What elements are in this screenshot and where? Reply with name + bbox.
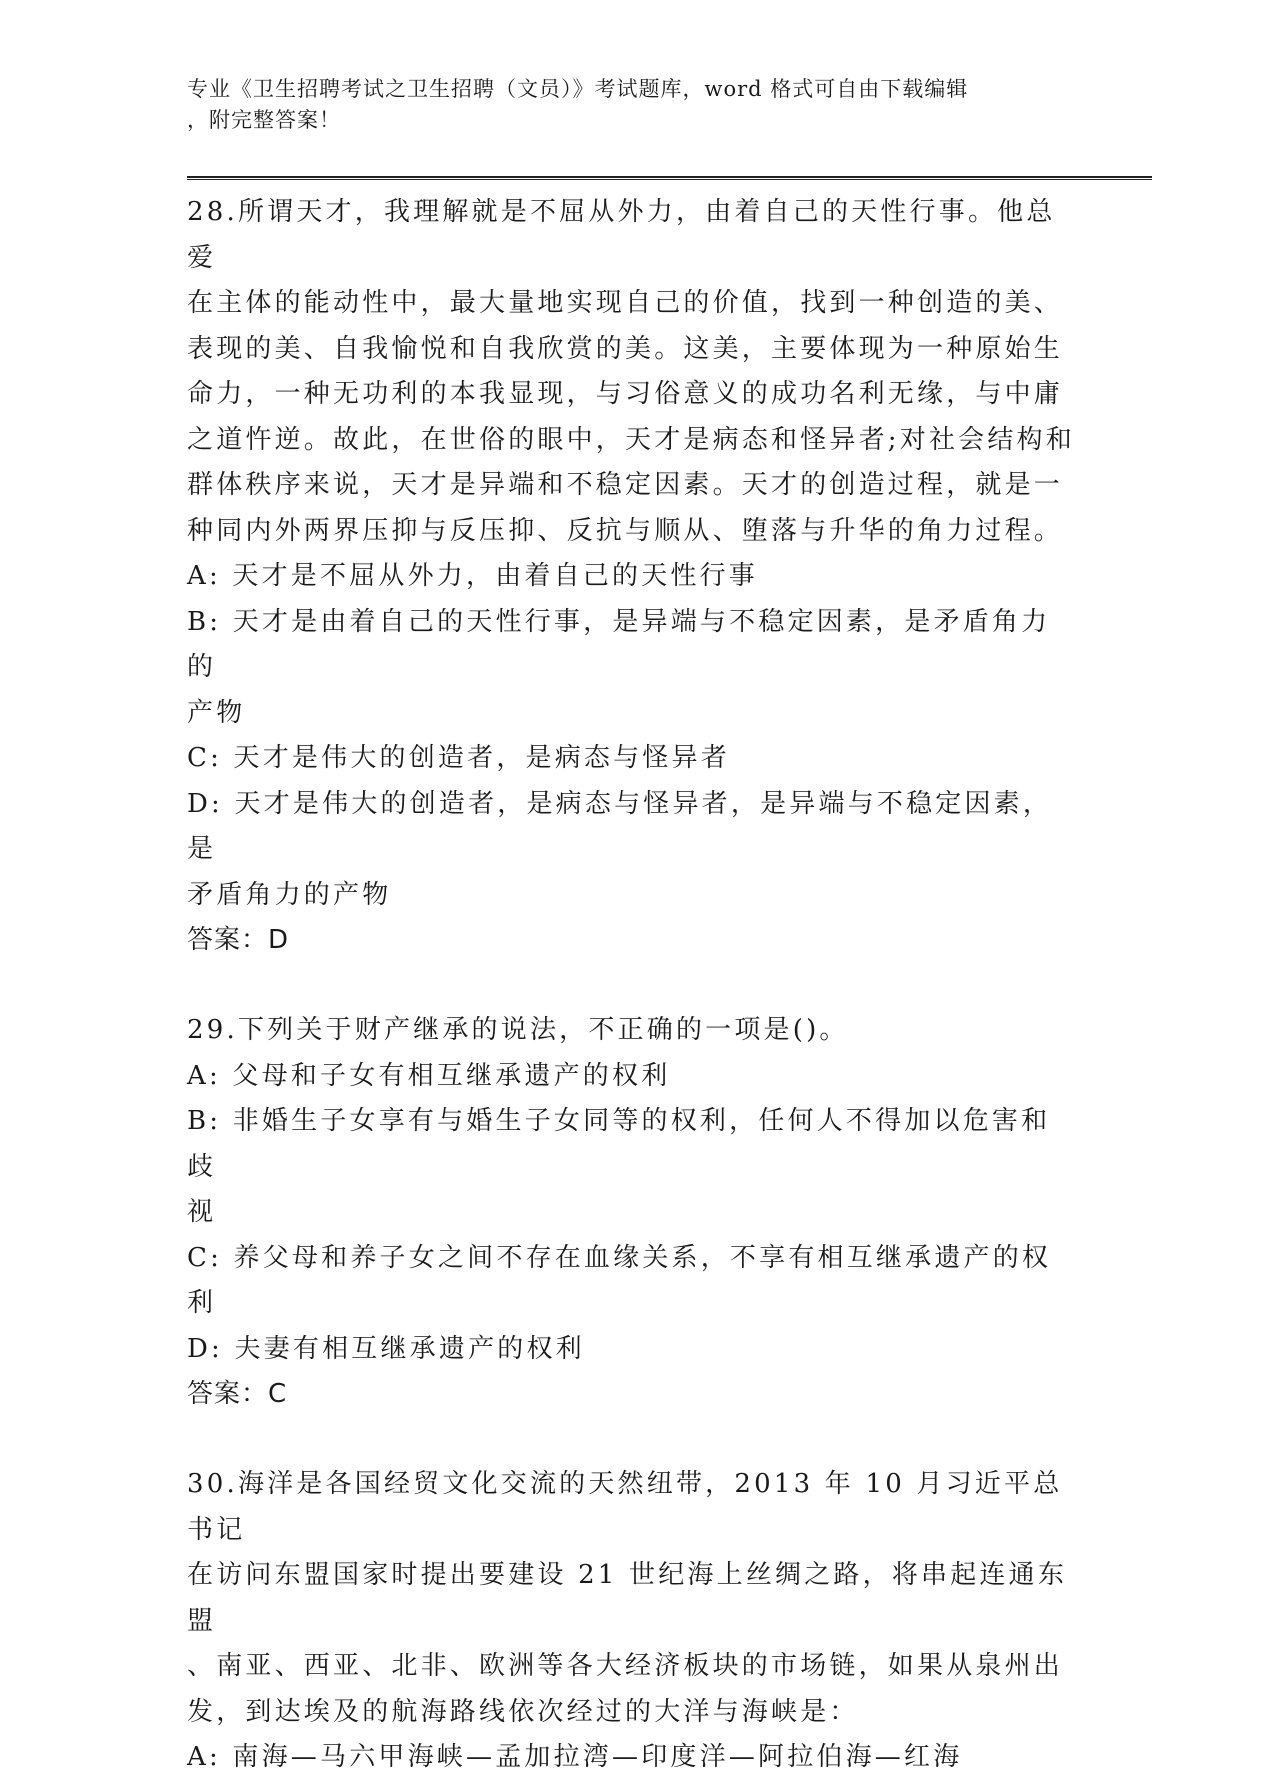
option-text-line: 矛盾角力的产物	[187, 879, 392, 910]
header-line-1: 专业《卫生招聘考试之卫生招聘（文员）》考试题库，word 格式可自由下载编辑	[187, 77, 969, 101]
option-text-line: 产物	[187, 697, 246, 728]
question-text-line: 发，到达埃及的航海路线依次经过的大洋与海峡是：	[187, 1696, 859, 1727]
header-divider	[187, 176, 1152, 180]
question-28	[187, 190, 1077, 963]
option-text-line: B: 非婚生子女享有与婚生子女同等的权利，任何人不得加以危害和歧	[187, 1106, 1051, 1182]
question-list	[187, 190, 1077, 1781]
question-spacer	[187, 963, 1077, 1008]
option-b	[187, 1099, 1077, 1236]
option-a	[187, 1054, 1077, 1100]
option-text-line: A: 父母和子女有相互继承遗产的权利	[187, 1060, 671, 1091]
option-text-line: D: 天才是伟大的创造者，是病态与怪异者，是异端与不稳定因素，是	[187, 788, 1053, 864]
question-30	[187, 1462, 1077, 1781]
option-text-line: D: 夫妻有相互继承遗产的权利	[187, 1333, 585, 1364]
option-c	[187, 1236, 1077, 1327]
option-c	[187, 736, 1077, 782]
option-d	[187, 1327, 1077, 1373]
question-text-line: 28.所谓天才，我理解就是不屈从外力，由着自己的天性行事。他总爱	[187, 197, 1056, 273]
question-spacer	[187, 1417, 1077, 1462]
answer-label: 答案：D	[187, 925, 290, 955]
option-text-line: A: 南海—马六甲海峡—孟加拉湾—印度洋—阿拉伯海—红海	[187, 1742, 963, 1772]
option-a	[187, 1735, 1077, 1781]
question-text-line: 表现的美、自我愉悦和自我欣赏的美。这美，主要体现为一种原始生	[187, 333, 1064, 364]
question-text-line: 群体秩序来说，天才是异端和不稳定因素。天才的创造过程，就是一	[187, 470, 1064, 500]
header-line-2: ，附完整答案！	[187, 108, 341, 132]
question-text-line: 种同内外两界压抑与反压抑、反抗与顺从、堕落与升华的角力过程。	[187, 515, 1064, 546]
option-text-line: B: 天才是由着自己的天性行事，是异端与不稳定因素，是矛盾角力的	[187, 606, 1051, 682]
question-text-line: 之道忤逆。故此，在世俗的眼中，天才是病态和怪异者;对社会结构和	[187, 424, 1075, 455]
question-text-line: 在访问东盟国家时提出要建设 21 世纪海上丝绸之路，将串起连通东盟	[187, 1560, 1068, 1636]
question-text-line: 、南亚、西亚、北非、欧洲等各大经济板块的市场链，如果从泉州出	[187, 1651, 1064, 1681]
option-b	[187, 600, 1077, 737]
question-text-line: 29.下列关于财产继承的说法，不正确的一项是()。	[187, 1015, 849, 1045]
option-a	[187, 554, 1077, 600]
question-text-line: 30.海洋是各国经贸文化交流的天然纽带，2013 年 10 月习近平总书记	[187, 1469, 1063, 1545]
question-text-line: 命力，一种无功利的本我显现，与习俗意义的成功名利无缘，与中庸	[187, 379, 1064, 409]
answer-label: 答案：C	[187, 1379, 288, 1409]
option-text-line: A: 天才是不屈从外力，由着自己的天性行事	[187, 561, 759, 591]
option-d	[187, 782, 1077, 919]
question-text-line: 在主体的能动性中，最大量地实现自己的价值，找到一种创造的美、	[187, 288, 1064, 318]
option-text-line: 视	[187, 1197, 217, 1227]
option-text-line: C: 养父母和养子女之间不存在血缘关系，不享有相互继承遗产的权利	[187, 1242, 1052, 1318]
question-29	[187, 1008, 1077, 1417]
page-header	[187, 74, 1067, 136]
option-text-line: C: 天才是伟大的创造者，是病态与怪异者	[187, 743, 730, 773]
